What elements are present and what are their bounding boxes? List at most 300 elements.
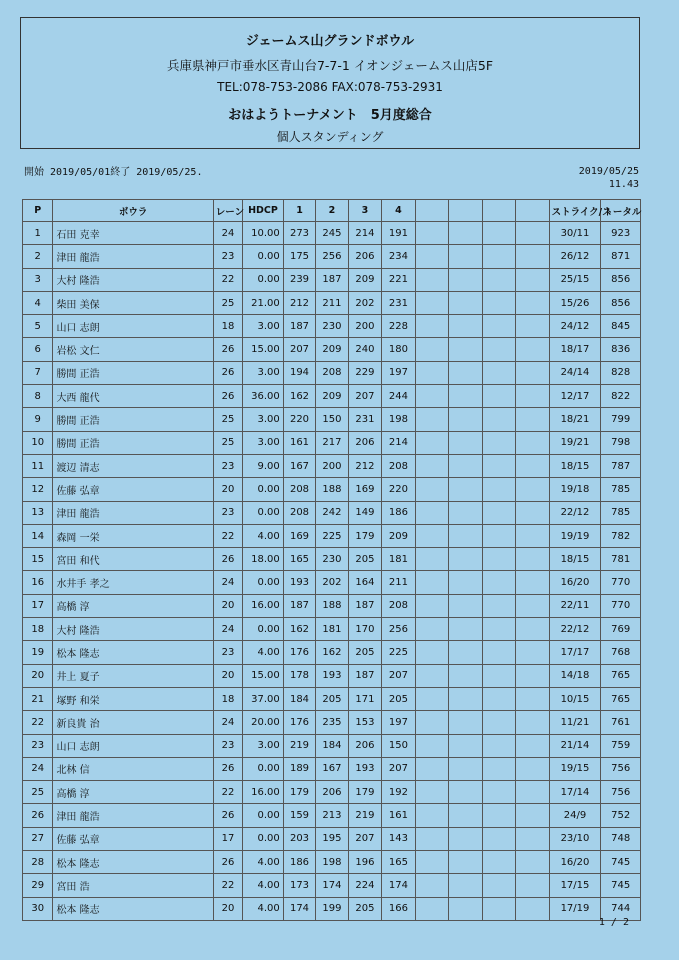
- empty-cell: [516, 454, 549, 477]
- game-2-cell: 230: [316, 548, 348, 571]
- strike-spare-cell: 19/19: [549, 524, 601, 547]
- game-3-cell: 231: [348, 408, 381, 431]
- game-1-cell: 207: [283, 338, 315, 361]
- empty-cell: [482, 361, 515, 384]
- empty-cell: [482, 338, 515, 361]
- game-3-cell: 171: [348, 687, 381, 710]
- total-cell: 822: [601, 385, 641, 408]
- total-cell: 748: [601, 827, 641, 850]
- hdcp-cell: 10.00: [243, 222, 284, 245]
- empty-cell: [516, 687, 549, 710]
- table-row: [23, 851, 641, 874]
- rank-cell: 22: [23, 711, 53, 734]
- rank-cell: 18: [23, 618, 53, 641]
- game-3-cell: 209: [348, 268, 381, 291]
- game-3-cell: 202: [348, 291, 381, 314]
- column-header: P: [23, 200, 53, 222]
- table-row: [23, 618, 641, 641]
- empty-cell: [482, 291, 515, 314]
- column-header: [516, 200, 549, 222]
- game-3-cell: 205: [348, 897, 381, 920]
- strike-spare-cell: 17/14: [549, 781, 601, 804]
- hdcp-cell: 37.00: [243, 687, 284, 710]
- table-body: [23, 222, 641, 921]
- bowler-name-cell: 塚野 和栄: [53, 687, 213, 710]
- game-3-cell: 206: [348, 245, 381, 268]
- total-cell: 765: [601, 687, 641, 710]
- table-row: [23, 315, 641, 338]
- rank-cell: 4: [23, 291, 53, 314]
- rank-cell: 23: [23, 734, 53, 757]
- rank-cell: 5: [23, 315, 53, 338]
- period-range: 開始 2019/05/01終了 2019/05/25.: [24, 167, 203, 178]
- lane-cell: 18: [213, 687, 242, 710]
- bowler-name-cell: 津田 龍浩: [53, 501, 213, 524]
- game-3-cell: 170: [348, 618, 381, 641]
- bowler-name-cell: 勝間 正浩: [53, 361, 213, 384]
- game-2-cell: 181: [316, 618, 348, 641]
- table-row: [23, 524, 641, 547]
- hdcp-cell: 0.00: [243, 618, 284, 641]
- empty-cell: [482, 268, 515, 291]
- rank-cell: 7: [23, 361, 53, 384]
- print-time: 11.43: [608, 179, 639, 190]
- game-3-cell: 187: [348, 594, 381, 617]
- empty-cell: [415, 338, 448, 361]
- empty-cell: [516, 361, 549, 384]
- empty-cell: [415, 245, 448, 268]
- column-header: ボウラ: [53, 200, 213, 222]
- bowler-name-cell: 勝間 正浩: [53, 431, 213, 454]
- empty-cell: [482, 385, 515, 408]
- game-4-cell: 211: [382, 571, 415, 594]
- empty-cell: [482, 524, 515, 547]
- hdcp-cell: 21.00: [243, 291, 284, 314]
- game-4-cell: 256: [382, 618, 415, 641]
- game-2-cell: 242: [316, 501, 348, 524]
- rank-cell: 21: [23, 687, 53, 710]
- table-row: [23, 827, 641, 850]
- table-row: [23, 408, 641, 431]
- rank-cell: 15: [23, 548, 53, 571]
- empty-cell: [482, 734, 515, 757]
- empty-cell: [482, 641, 515, 664]
- lane-cell: 25: [213, 431, 242, 454]
- game-3-cell: 179: [348, 524, 381, 547]
- game-4-cell: 143: [382, 827, 415, 850]
- game-1-cell: 219: [283, 734, 315, 757]
- game-4-cell: 208: [382, 594, 415, 617]
- column-header: HDCP: [243, 200, 284, 222]
- game-1-cell: 203: [283, 827, 315, 850]
- bowler-name-cell: 高橋 淳: [53, 594, 213, 617]
- empty-cell: [449, 757, 482, 780]
- strike-spare-cell: 23/10: [549, 827, 601, 850]
- total-cell: 759: [601, 734, 641, 757]
- table-row: [23, 338, 641, 361]
- empty-cell: [516, 385, 549, 408]
- total-cell: 787: [601, 454, 641, 477]
- total-cell: 782: [601, 524, 641, 547]
- empty-cell: [415, 524, 448, 547]
- game-2-cell: 217: [316, 431, 348, 454]
- strike-spare-cell: 18/15: [549, 548, 601, 571]
- empty-cell: [415, 641, 448, 664]
- lane-cell: 24: [213, 571, 242, 594]
- strike-spare-cell: 30/11: [549, 222, 601, 245]
- empty-cell: [415, 734, 448, 757]
- game-3-cell: 193: [348, 757, 381, 780]
- bowler-name-cell: 松本 隆志: [53, 897, 213, 920]
- hdcp-cell: 4.00: [243, 874, 284, 897]
- empty-cell: [449, 664, 482, 687]
- total-cell: 785: [601, 478, 641, 501]
- game-2-cell: 206: [316, 781, 348, 804]
- bowler-name-cell: 大村 隆浩: [53, 618, 213, 641]
- game-1-cell: 212: [283, 291, 315, 314]
- empty-cell: [516, 641, 549, 664]
- empty-cell: [482, 874, 515, 897]
- empty-cell: [482, 478, 515, 501]
- strike-spare-cell: 19/21: [549, 431, 601, 454]
- lane-cell: 22: [213, 781, 242, 804]
- hdcp-cell: 0.00: [243, 501, 284, 524]
- table-row: [23, 548, 641, 571]
- bowler-name-cell: 渡辺 清志: [53, 454, 213, 477]
- game-1-cell: 176: [283, 641, 315, 664]
- empty-cell: [449, 804, 482, 827]
- empty-cell: [449, 478, 482, 501]
- venue-name: ジェームス山グランドボウル: [245, 34, 415, 49]
- lane-cell: 23: [213, 734, 242, 757]
- empty-cell: [482, 781, 515, 804]
- empty-cell: [516, 618, 549, 641]
- game-1-cell: 184: [283, 687, 315, 710]
- game-1-cell: 179: [283, 781, 315, 804]
- game-1-cell: 173: [283, 874, 315, 897]
- game-1-cell: 187: [283, 315, 315, 338]
- empty-cell: [415, 804, 448, 827]
- strike-spare-cell: 22/11: [549, 594, 601, 617]
- empty-cell: [415, 454, 448, 477]
- game-2-cell: 202: [316, 571, 348, 594]
- empty-cell: [516, 501, 549, 524]
- game-2-cell: 167: [316, 757, 348, 780]
- empty-cell: [449, 291, 482, 314]
- bowler-name-cell: 岩松 文仁: [53, 338, 213, 361]
- empty-cell: [415, 594, 448, 617]
- hdcp-cell: 3.00: [243, 734, 284, 757]
- hdcp-cell: 4.00: [243, 897, 284, 920]
- strike-spare-cell: 19/18: [549, 478, 601, 501]
- rank-cell: 26: [23, 804, 53, 827]
- rank-cell: 13: [23, 501, 53, 524]
- empty-cell: [415, 431, 448, 454]
- empty-cell: [415, 827, 448, 850]
- table-row: [23, 687, 641, 710]
- lane-cell: 20: [213, 594, 242, 617]
- empty-cell: [449, 431, 482, 454]
- hdcp-cell: 16.00: [243, 594, 284, 617]
- game-3-cell: 206: [348, 431, 381, 454]
- game-2-cell: 193: [316, 664, 348, 687]
- game-4-cell: 228: [382, 315, 415, 338]
- table-row: [23, 245, 641, 268]
- empty-cell: [482, 827, 515, 850]
- lane-cell: 20: [213, 897, 242, 920]
- empty-cell: [449, 781, 482, 804]
- empty-cell: [516, 827, 549, 850]
- rank-cell: 12: [23, 478, 53, 501]
- strike-spare-cell: 18/17: [549, 338, 601, 361]
- bowler-name-cell: 新良貴 治: [53, 711, 213, 734]
- strike-spare-cell: 12/17: [549, 385, 601, 408]
- empty-cell: [516, 757, 549, 780]
- hdcp-cell: 9.00: [243, 454, 284, 477]
- game-3-cell: 196: [348, 851, 381, 874]
- rank-cell: 14: [23, 524, 53, 547]
- empty-cell: [482, 757, 515, 780]
- game-4-cell: 165: [382, 851, 415, 874]
- empty-cell: [415, 618, 448, 641]
- game-1-cell: 187: [283, 594, 315, 617]
- column-header: 2: [316, 200, 348, 222]
- total-cell: 744: [601, 897, 641, 920]
- empty-cell: [415, 851, 448, 874]
- empty-cell: [482, 245, 515, 268]
- empty-cell: [516, 571, 549, 594]
- game-1-cell: 189: [283, 757, 315, 780]
- empty-cell: [415, 222, 448, 245]
- empty-cell: [415, 548, 448, 571]
- standings-table: [22, 199, 641, 921]
- bowler-name-cell: 勝間 正浩: [53, 408, 213, 431]
- print-date: 2019/05/25: [578, 166, 639, 177]
- column-header: 1: [283, 200, 315, 222]
- lane-cell: 25: [213, 291, 242, 314]
- total-cell: 845: [601, 315, 641, 338]
- hdcp-cell: 4.00: [243, 641, 284, 664]
- game-4-cell: 244: [382, 385, 415, 408]
- game-1-cell: 273: [283, 222, 315, 245]
- empty-cell: [482, 501, 515, 524]
- strike-spare-cell: 26/12: [549, 245, 601, 268]
- table-row: [23, 478, 641, 501]
- empty-cell: [449, 222, 482, 245]
- empty-cell: [415, 385, 448, 408]
- game-3-cell: 219: [348, 804, 381, 827]
- empty-cell: [516, 338, 549, 361]
- table-row: [23, 571, 641, 594]
- empty-cell: [415, 874, 448, 897]
- total-cell: 856: [601, 291, 641, 314]
- bowler-name-cell: 柴田 美保: [53, 291, 213, 314]
- lane-cell: 22: [213, 524, 242, 547]
- game-4-cell: 192: [382, 781, 415, 804]
- game-4-cell: 207: [382, 664, 415, 687]
- strike-spare-cell: 17/19: [549, 897, 601, 920]
- game-2-cell: 205: [316, 687, 348, 710]
- empty-cell: [516, 245, 549, 268]
- game-4-cell: 214: [382, 431, 415, 454]
- rank-cell: 19: [23, 641, 53, 664]
- strike-spare-cell: 24/9: [549, 804, 601, 827]
- bowler-name-cell: 宮田 浩: [53, 874, 213, 897]
- game-1-cell: 165: [283, 548, 315, 571]
- total-cell: 745: [601, 874, 641, 897]
- game-1-cell: 159: [283, 804, 315, 827]
- lane-cell: 20: [213, 478, 242, 501]
- empty-cell: [449, 618, 482, 641]
- strike-spare-cell: 17/15: [549, 874, 601, 897]
- game-4-cell: 197: [382, 711, 415, 734]
- total-cell: 923: [601, 222, 641, 245]
- hdcp-cell: 4.00: [243, 524, 284, 547]
- game-2-cell: 209: [316, 385, 348, 408]
- empty-cell: [415, 361, 448, 384]
- rank-cell: 8: [23, 385, 53, 408]
- game-2-cell: 150: [316, 408, 348, 431]
- empty-cell: [482, 851, 515, 874]
- empty-cell: [415, 268, 448, 291]
- rank-cell: 28: [23, 851, 53, 874]
- empty-cell: [516, 408, 549, 431]
- game-1-cell: 208: [283, 478, 315, 501]
- hdcp-cell: 3.00: [243, 431, 284, 454]
- lane-cell: 23: [213, 641, 242, 664]
- game-4-cell: 181: [382, 548, 415, 571]
- lane-cell: 26: [213, 338, 242, 361]
- lane-cell: 23: [213, 454, 242, 477]
- table-row: [23, 268, 641, 291]
- total-cell: 828: [601, 361, 641, 384]
- lane-cell: 24: [213, 711, 242, 734]
- total-cell: 871: [601, 245, 641, 268]
- lane-cell: 18: [213, 315, 242, 338]
- game-1-cell: 194: [283, 361, 315, 384]
- empty-cell: [482, 687, 515, 710]
- empty-cell: [516, 222, 549, 245]
- bowler-name-cell: 井上 夏子: [53, 664, 213, 687]
- table-row: [23, 641, 641, 664]
- lane-cell: 20: [213, 664, 242, 687]
- total-cell: 799: [601, 408, 641, 431]
- rank-cell: 24: [23, 757, 53, 780]
- total-cell: 761: [601, 711, 641, 734]
- hdcp-cell: 20.00: [243, 711, 284, 734]
- empty-cell: [415, 757, 448, 780]
- strike-spare-cell: 25/15: [549, 268, 601, 291]
- game-1-cell: 174: [283, 897, 315, 920]
- empty-cell: [516, 874, 549, 897]
- game-3-cell: 149: [348, 501, 381, 524]
- rank-cell: 16: [23, 571, 53, 594]
- game-1-cell: 176: [283, 711, 315, 734]
- total-cell: 770: [601, 594, 641, 617]
- hdcp-cell: 16.00: [243, 781, 284, 804]
- lane-cell: 26: [213, 361, 242, 384]
- lane-cell: 26: [213, 548, 242, 571]
- game-3-cell: 207: [348, 385, 381, 408]
- table-row: [23, 454, 641, 477]
- table-row: [23, 501, 641, 524]
- empty-cell: [449, 524, 482, 547]
- game-4-cell: 180: [382, 338, 415, 361]
- game-3-cell: 240: [348, 338, 381, 361]
- column-header: [449, 200, 482, 222]
- empty-cell: [449, 315, 482, 338]
- strike-spare-cell: 11/21: [549, 711, 601, 734]
- game-1-cell: 162: [283, 385, 315, 408]
- tournament-title: おはようトーナメント 5月度総合: [228, 108, 432, 123]
- bowler-name-cell: 水井手 孝之: [53, 571, 213, 594]
- game-3-cell: 205: [348, 548, 381, 571]
- empty-cell: [516, 734, 549, 757]
- empty-cell: [449, 641, 482, 664]
- table-row: [23, 757, 641, 780]
- game-4-cell: 161: [382, 804, 415, 827]
- strike-spare-cell: 24/14: [549, 361, 601, 384]
- strike-spare-cell: 15/26: [549, 291, 601, 314]
- strike-spare-cell: 14/18: [549, 664, 601, 687]
- bowler-name-cell: 宮田 和代: [53, 548, 213, 571]
- strike-spare-cell: 22/12: [549, 618, 601, 641]
- game-2-cell: 256: [316, 245, 348, 268]
- game-3-cell: 164: [348, 571, 381, 594]
- game-3-cell: 153: [348, 711, 381, 734]
- empty-cell: [516, 291, 549, 314]
- game-4-cell: 207: [382, 757, 415, 780]
- table-row: [23, 804, 641, 827]
- total-cell: 856: [601, 268, 641, 291]
- bowler-name-cell: 津田 龍浩: [53, 245, 213, 268]
- game-1-cell: 169: [283, 524, 315, 547]
- hdcp-cell: 3.00: [243, 361, 284, 384]
- bowler-name-cell: 佐藤 弘章: [53, 478, 213, 501]
- game-3-cell: 214: [348, 222, 381, 245]
- hdcp-cell: 0.00: [243, 571, 284, 594]
- game-3-cell: 229: [348, 361, 381, 384]
- game-4-cell: 221: [382, 268, 415, 291]
- column-header: 4: [382, 200, 415, 222]
- table-row: [23, 711, 641, 734]
- game-2-cell: 230: [316, 315, 348, 338]
- hdcp-cell: 3.00: [243, 408, 284, 431]
- total-cell: 752: [601, 804, 641, 827]
- empty-cell: [415, 711, 448, 734]
- game-2-cell: 174: [316, 874, 348, 897]
- game-2-cell: 200: [316, 454, 348, 477]
- game-2-cell: 225: [316, 524, 348, 547]
- venue-address: 兵庫県神戸市垂水区青山台7-7-1 イオンジェームス山店5F: [166, 58, 494, 73]
- empty-cell: [449, 338, 482, 361]
- game-4-cell: 225: [382, 641, 415, 664]
- empty-cell: [449, 268, 482, 291]
- hdcp-cell: 0.00: [243, 827, 284, 850]
- hdcp-cell: 3.00: [243, 315, 284, 338]
- empty-cell: [415, 897, 448, 920]
- game-2-cell: 187: [316, 268, 348, 291]
- game-2-cell: 188: [316, 594, 348, 617]
- table-row: [23, 781, 641, 804]
- game-3-cell: 207: [348, 827, 381, 850]
- lane-cell: 23: [213, 501, 242, 524]
- lane-cell: 22: [213, 874, 242, 897]
- hdcp-cell: 0.00: [243, 478, 284, 501]
- game-3-cell: 187: [348, 664, 381, 687]
- lane-cell: 26: [213, 804, 242, 827]
- empty-cell: [482, 222, 515, 245]
